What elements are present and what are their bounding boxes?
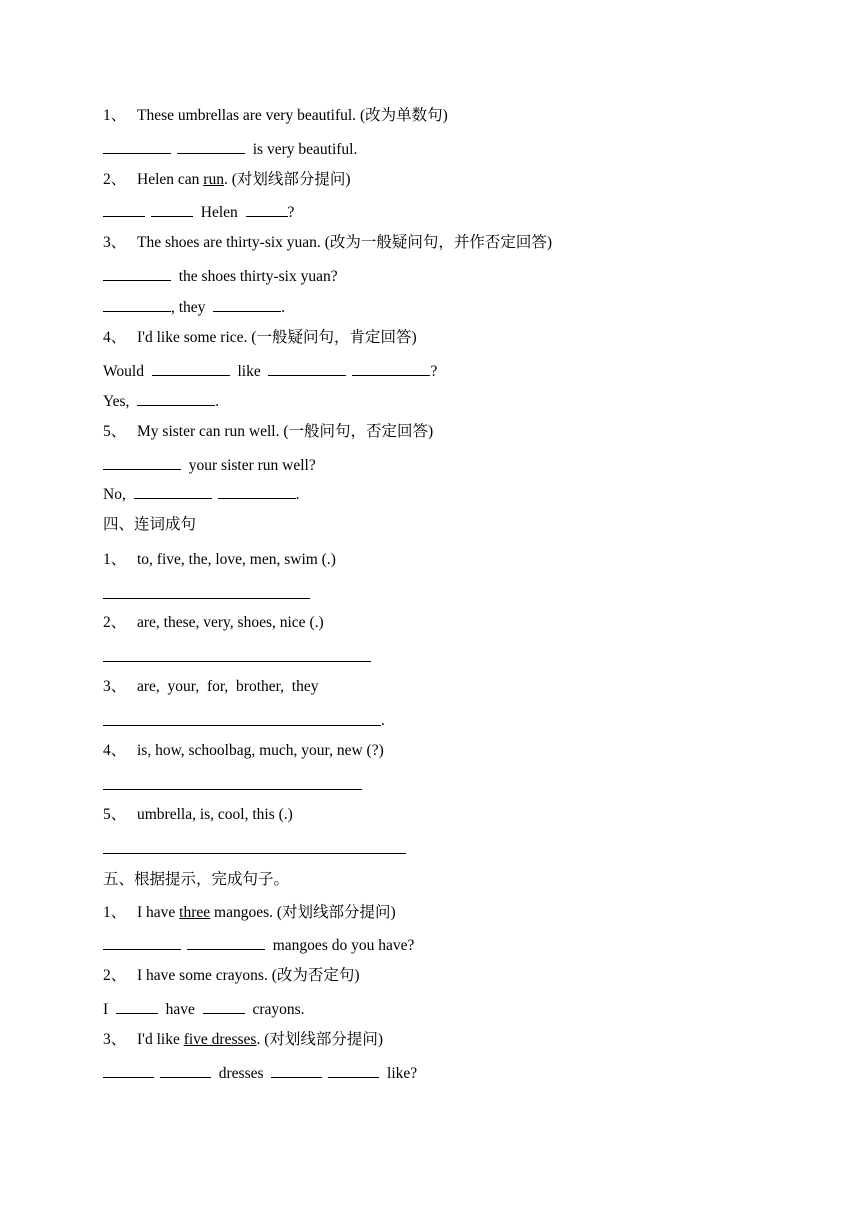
question-number: 3、	[103, 678, 127, 695]
answer-text: crayons.	[252, 1001, 305, 1018]
answer-blank[interactable]	[103, 789, 362, 790]
answer-text: Would	[103, 363, 144, 380]
answer-text: ?	[287, 204, 295, 221]
section-heading: 四、连词成句	[103, 516, 197, 533]
answer-text: No,	[103, 486, 126, 503]
answer-blank[interactable]	[152, 361, 230, 376]
question-sentence: The shoes are thirty-six yuan.	[137, 234, 321, 251]
answer-text: like?	[387, 1065, 418, 1082]
question-instruction: (改为单数句)	[359, 107, 448, 124]
underlined-word: three	[179, 904, 211, 921]
answer-blank[interactable]	[151, 202, 193, 217]
word-list: are, these, very, shoes, nice (.)	[137, 614, 324, 631]
answer-blank[interactable]	[268, 361, 346, 376]
answer-line	[103, 484, 299, 505]
list-item	[103, 805, 293, 825]
underlined-word: run	[203, 171, 224, 188]
question-instruction: (对划线部分提问)	[231, 171, 351, 188]
question-instruction: (改为否定句)	[271, 967, 360, 984]
answer-line	[103, 455, 316, 476]
question-sentence: My sister can run well.	[137, 423, 280, 440]
answer-line	[103, 139, 357, 160]
question-3-2	[103, 170, 351, 190]
answer-blank[interactable]	[187, 935, 265, 950]
answer-text: mangoes do you have?	[272, 937, 415, 954]
question-3-5	[103, 422, 433, 442]
question-5-1	[103, 903, 396, 923]
answer-line	[103, 935, 414, 956]
question-text: .	[223, 171, 228, 188]
answer-line	[103, 391, 219, 412]
list-item	[103, 550, 336, 570]
answer-blank[interactable]	[103, 935, 181, 950]
answer-blank[interactable]	[218, 484, 296, 499]
question-number: 3、	[103, 234, 127, 251]
answer-text: .	[295, 486, 300, 503]
question-number: 3、	[103, 1031, 127, 1048]
answer-blank[interactable]	[137, 391, 215, 406]
answer-blank[interactable]	[103, 1063, 154, 1078]
answer-text: ,	[171, 299, 175, 316]
question-sentence: These umbrellas are very beautiful.	[137, 107, 357, 124]
answer-text: I	[103, 1001, 109, 1018]
question-sentence: I'd like some rice.	[137, 329, 248, 346]
question-3-1	[103, 106, 448, 126]
question-instruction: (改为一般疑问句，并作否定回答)	[324, 234, 553, 251]
underlined-word: five dresses	[183, 1031, 257, 1048]
answer-text: your sister run well?	[188, 457, 316, 474]
question-5-2	[103, 966, 360, 986]
answer-blank[interactable]	[103, 139, 171, 154]
answer-blank[interactable]	[103, 266, 171, 281]
answer-line	[103, 999, 305, 1020]
word-list: is, how, schoolbag, much, your, new (?)	[137, 742, 384, 759]
question-number: 1、	[103, 904, 127, 921]
question-number: 5、	[103, 806, 127, 823]
answer-blank[interactable]	[352, 361, 430, 376]
question-number: 2、	[103, 614, 127, 631]
answer-blank[interactable]	[160, 1063, 211, 1078]
answer-text: .	[215, 393, 220, 410]
question-number: 1、	[103, 107, 127, 124]
question-instruction: (对划线部分提问)	[264, 1031, 384, 1048]
answer-blank[interactable]	[103, 202, 145, 217]
answer-blank[interactable]	[103, 598, 310, 599]
answer-text: dresses	[218, 1065, 264, 1082]
answer-line	[103, 297, 285, 318]
answer-blank[interactable]	[103, 725, 381, 726]
list-item	[103, 613, 324, 633]
answer-blank[interactable]	[103, 853, 406, 854]
word-list: to, five, the, love, men, swim (.)	[137, 551, 336, 568]
answer-blank[interactable]	[103, 455, 181, 470]
section-heading: 五、根据提示，完成句子。	[103, 871, 290, 888]
answer-text: the shoes thirty-six yuan?	[178, 268, 338, 285]
question-instruction: (一般疑问句，肯定回答)	[251, 329, 417, 346]
question-number: 4、	[103, 742, 127, 759]
answer-line	[103, 361, 437, 382]
answer-text: have	[165, 1001, 195, 1018]
answer-text: like	[237, 363, 261, 380]
question-5-3	[103, 1030, 383, 1050]
question-number: 2、	[103, 967, 127, 984]
question-instruction: (一般问句，否定回答)	[283, 423, 434, 440]
answer-blank[interactable]	[213, 297, 281, 312]
question-text: I have	[137, 904, 180, 921]
answer-blank[interactable]	[177, 139, 245, 154]
answer-text: Yes,	[103, 393, 130, 410]
answer-blank[interactable]	[246, 202, 288, 217]
question-sentence: I have some crayons.	[137, 967, 268, 984]
question-text: .	[256, 1031, 261, 1048]
word-list: umbrella, is, cool, this (.)	[137, 806, 293, 823]
question-number: 4、	[103, 329, 127, 346]
answer-blank[interactable]	[103, 661, 371, 662]
list-item	[103, 677, 319, 697]
answer-text: Helen	[200, 204, 238, 221]
answer-blank[interactable]	[116, 999, 158, 1014]
answer-text: is very beautiful.	[252, 141, 358, 158]
question-text: Helen can	[137, 171, 204, 188]
question-number: 5、	[103, 423, 127, 440]
sentence-end-punctuation: .	[381, 712, 385, 729]
answer-line	[103, 266, 338, 287]
answer-text: they	[178, 299, 206, 316]
question-3-4	[103, 328, 417, 348]
answer-blank[interactable]	[103, 297, 171, 312]
word-list: are, your, for, brother, they	[137, 678, 319, 695]
answer-line	[103, 202, 294, 223]
answer-blank[interactable]	[271, 1063, 322, 1078]
answer-blank[interactable]	[203, 999, 245, 1014]
question-text: I'd like	[137, 1031, 184, 1048]
question-instruction: (对划线部分提问)	[276, 904, 396, 921]
answer-blank[interactable]	[328, 1063, 379, 1078]
question-number: 2、	[103, 171, 127, 188]
answer-line	[103, 1063, 417, 1084]
question-number: 1、	[103, 551, 127, 568]
answer-text: .	[281, 299, 286, 316]
list-item	[103, 741, 384, 761]
answer-text: ?	[430, 363, 438, 380]
question-3-3	[103, 233, 552, 253]
question-text: mangoes.	[210, 904, 274, 921]
answer-blank[interactable]	[134, 484, 212, 499]
